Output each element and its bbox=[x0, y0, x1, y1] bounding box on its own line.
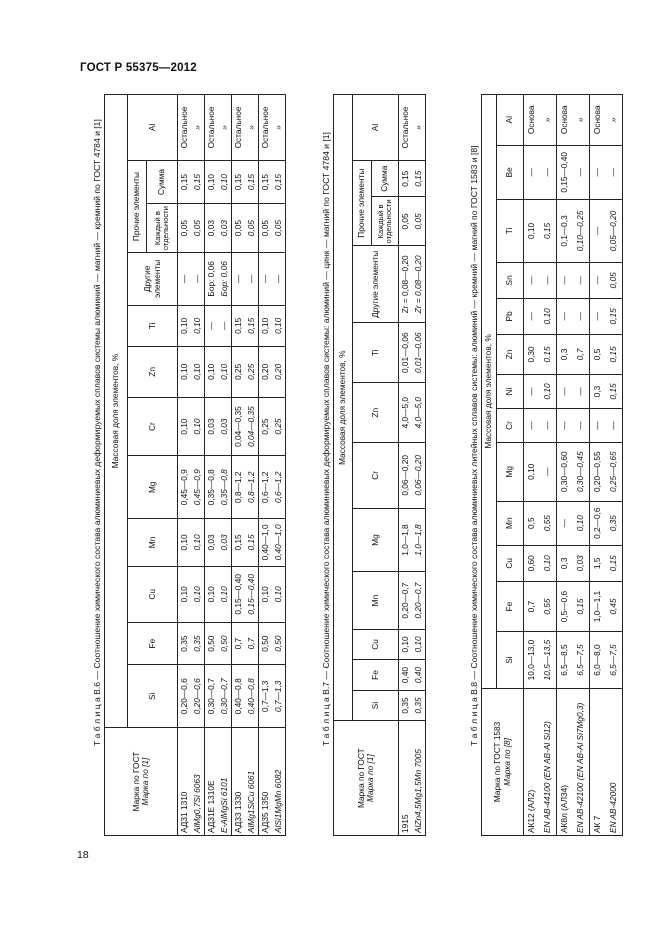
table-cell: 0,15 bbox=[232, 519, 246, 567]
table-cell: 0,50 bbox=[272, 622, 286, 665]
table-cell: 0,10 bbox=[191, 566, 205, 622]
table-cell: 0,10 bbox=[272, 566, 286, 622]
table-cell: 0,10 bbox=[178, 305, 192, 346]
table-cell: 0,03 bbox=[205, 397, 219, 456]
table-cell: 0,15—0,40 bbox=[232, 566, 246, 622]
table-cell: 0,1—0,3 bbox=[557, 200, 574, 263]
table-cell: — bbox=[259, 253, 273, 306]
table-cell: 4,0—5,0 bbox=[399, 383, 413, 443]
table-cell: 0,40—1,0 bbox=[259, 519, 273, 567]
table-cell: — bbox=[205, 305, 219, 346]
table-cell: 6,5—8,5 bbox=[557, 632, 574, 689]
table-cell: 0,30—0,45 bbox=[573, 442, 590, 501]
table-row-secondary bbox=[245, 95, 259, 836]
table-cell: 0,10 bbox=[399, 629, 413, 660]
table-b6-block bbox=[104, 94, 286, 836]
table-cell: 0,40—1,0 bbox=[272, 519, 286, 567]
table-cell: » bbox=[245, 95, 259, 161]
table-cell: 0,2—0,6 bbox=[590, 501, 607, 545]
table-cell: 0,10 bbox=[573, 501, 590, 545]
table-cell: 0,15 bbox=[232, 160, 246, 203]
table-cell: 1,0—1,8 bbox=[412, 508, 426, 572]
mark-gost-cell: АД33 1330 bbox=[232, 728, 246, 836]
table-cell: 0,05 bbox=[259, 204, 273, 253]
t8-h-pb: Pb bbox=[497, 298, 524, 334]
table-cell: 0,10 bbox=[191, 397, 205, 456]
t6-h-other: Другие элементы bbox=[128, 253, 178, 306]
table-b8-caption: Т а б л и ц а В.8 — Соотношение химического состава алюминиевых литейных сплавов системы: алюминий — кремний — магний по ГОСТ 1583 и [8] bbox=[469, 145, 479, 746]
table-cell: 0,04—0,35 bbox=[245, 397, 259, 456]
table-cell: 0,10 bbox=[524, 200, 541, 263]
table-cell: Остальное bbox=[178, 95, 192, 161]
table-cell: Основа bbox=[557, 95, 574, 146]
t8-mark-header bbox=[482, 688, 524, 835]
table-cell: 0,40 bbox=[399, 660, 413, 691]
table-cell: 0,8—1,2 bbox=[245, 456, 259, 519]
t6-mark2-label: Марка по [1] bbox=[140, 757, 150, 806]
table-cell: — bbox=[573, 298, 590, 334]
table-cell: 0,15—0,40 bbox=[245, 566, 259, 622]
table-cell: — bbox=[590, 298, 607, 334]
table-b8 bbox=[481, 94, 623, 836]
t6-h-mn: Mn bbox=[128, 519, 178, 567]
table-row bbox=[205, 95, 219, 836]
table-cell: 0,20 bbox=[259, 346, 273, 397]
table-cell: 0,55 bbox=[540, 581, 557, 631]
table-cell: — bbox=[573, 262, 590, 298]
table-cell: 0,10 bbox=[178, 566, 192, 622]
mark-gost-cell: АД35 1350 bbox=[259, 728, 273, 836]
table-cell: 0,40—0,8 bbox=[245, 665, 259, 728]
table-cell: Остальное bbox=[205, 95, 219, 161]
table-cell: Остальное bbox=[399, 95, 413, 161]
table-cell: 0,25 bbox=[272, 397, 286, 456]
table-cell: 0,06—0,20 bbox=[412, 443, 426, 509]
table-cell: 0,10 bbox=[540, 298, 557, 334]
table-cell: 0,7 bbox=[573, 334, 590, 374]
table-cell: 0,20 bbox=[272, 346, 286, 397]
t8-mass-header: Массовая доля элементов, % bbox=[482, 95, 497, 689]
table-cell: — bbox=[557, 375, 574, 409]
table-cell: 0,01—0,06 bbox=[412, 323, 426, 383]
table-cell: 0,35 bbox=[178, 622, 192, 665]
table-cell: 0,10 bbox=[205, 346, 219, 397]
table-cell: 0,10 bbox=[191, 519, 205, 567]
table-cell: 0,45 bbox=[606, 581, 623, 631]
t7-h-cu: Cu bbox=[353, 629, 399, 660]
table-cell: 0,06—0,20 bbox=[399, 443, 413, 509]
t8-h-mg: Mg bbox=[497, 442, 524, 501]
table-cell: 0,5—0,6 bbox=[557, 581, 574, 631]
t6-mass-header: Массовая доля элементов, % bbox=[105, 95, 128, 728]
t7-h-sum: Сумма bbox=[372, 161, 399, 197]
table-cell: 0,40 bbox=[412, 660, 426, 691]
table-cell: Zr = 0,08—0,20 bbox=[399, 246, 413, 323]
table-row bbox=[557, 95, 574, 836]
page-number: 18 bbox=[77, 849, 89, 861]
table-cell: 0,20—0,7 bbox=[412, 572, 426, 629]
table-cell: — bbox=[590, 262, 607, 298]
table-cell: — bbox=[178, 253, 192, 306]
table-row bbox=[590, 95, 607, 836]
table-cell: — bbox=[218, 305, 232, 346]
table-cell: — bbox=[232, 253, 246, 306]
table-row-secondary bbox=[191, 95, 205, 836]
table-cell: 6,5—7,5 bbox=[606, 632, 623, 689]
t7-h-other: Другие элементы bbox=[353, 246, 399, 323]
table-cell: 0,6—1,2 bbox=[272, 456, 286, 519]
table-cell: 0,15—0,40 bbox=[557, 145, 574, 200]
table-cell: 0,03 bbox=[205, 204, 219, 253]
table-cell: 0,10 bbox=[540, 545, 557, 581]
table-cell: 0,05 bbox=[232, 204, 246, 253]
t6-h-ti: Ti bbox=[128, 305, 178, 346]
table-cell: 1,0—1,8 bbox=[399, 508, 413, 572]
table-cell: — bbox=[573, 375, 590, 409]
table-cell: » bbox=[191, 95, 205, 161]
table-cell: 4,0—5,0 bbox=[412, 383, 426, 443]
table-cell: 0,15 bbox=[540, 334, 557, 374]
t6-h-mg: Mg bbox=[128, 456, 178, 519]
table-cell: 0,15 bbox=[191, 160, 205, 203]
table-cell: 0,04—0,35 bbox=[232, 397, 246, 456]
mark-en-cell: AlMg0,7Si 6063 bbox=[191, 728, 205, 836]
t7-h-al: Al bbox=[353, 95, 399, 161]
table-cell: 0,15 bbox=[412, 161, 426, 197]
t8-h-sn: Sn bbox=[497, 262, 524, 298]
table-cell: 0,50 bbox=[259, 622, 273, 665]
table-cell: 0,25 bbox=[245, 346, 259, 397]
mark-gost-cell: АК 7 bbox=[590, 688, 607, 835]
table-cell: 0,10 bbox=[178, 397, 192, 456]
table-cell: — bbox=[573, 145, 590, 200]
table-cell: — bbox=[524, 298, 541, 334]
table-cell: — bbox=[540, 262, 557, 298]
table-b7 bbox=[333, 94, 426, 836]
table-cell: 10,5—13,5 bbox=[540, 632, 557, 689]
table-cell: 0,7 bbox=[245, 622, 259, 665]
table-cell: 0,30—0,7 bbox=[205, 665, 219, 728]
table-cell: — bbox=[524, 408, 541, 442]
table-cell: 0,10 bbox=[259, 566, 273, 622]
table-b7-caption: Т а б л и ц а В.7 — Соотношение химического состава алюминиевых деформируемых сплавов системы: алюминий — цинк — магний по ГОСТ 4784 и [1] bbox=[321, 132, 331, 746]
table-cell: 0,7 bbox=[524, 581, 541, 631]
table-cell: 0,55 bbox=[540, 501, 557, 545]
table-cell: 0,15 bbox=[606, 545, 623, 581]
table-cell: 0,15 bbox=[606, 334, 623, 374]
t7-h-cr: Cr bbox=[353, 443, 399, 509]
table-cell: 0,7—1,3 bbox=[272, 665, 286, 728]
t7-h-each: Каждый в отдельности bbox=[372, 197, 399, 246]
table-cell: 0,03 bbox=[218, 519, 232, 567]
table-cell: 0,15 bbox=[259, 160, 273, 203]
table-cell: 0,01—0,06 bbox=[399, 323, 413, 383]
table-b7-block bbox=[333, 94, 426, 836]
table-cell: 0,15 bbox=[606, 375, 623, 409]
table-cell: 0,35 bbox=[191, 622, 205, 665]
table-cell: 0,10 bbox=[524, 442, 541, 501]
table-cell: 6,0—8,0 bbox=[590, 632, 607, 689]
table-cell: 0,20—0,6 bbox=[191, 665, 205, 728]
table-cell: 0,15 bbox=[272, 160, 286, 203]
mark-gost-cell: АК12 (АЛ2) bbox=[524, 688, 541, 835]
t8-h-mn: Mn bbox=[497, 501, 524, 545]
table-cell: Бор: 0,06 bbox=[218, 253, 232, 306]
table-cell: 0,10 bbox=[540, 375, 557, 409]
table-b6 bbox=[104, 94, 286, 836]
table-cell: » bbox=[412, 95, 426, 161]
table-cell: 0,05 bbox=[191, 204, 205, 253]
t8-h-si: Si bbox=[497, 632, 524, 689]
mark-en-cell: EN AB-42000 bbox=[606, 688, 623, 835]
t8-h-cu: Cu bbox=[497, 545, 524, 581]
table-row-secondary bbox=[272, 95, 286, 836]
table-b8-block bbox=[481, 94, 623, 836]
t8-h-zn: Zn bbox=[497, 334, 524, 374]
table-cell: — bbox=[557, 408, 574, 442]
table-cell: — bbox=[557, 501, 574, 545]
t8-h-ti: Ti bbox=[497, 200, 524, 263]
table-cell: Основа bbox=[524, 95, 541, 146]
t8-mark1-label: Марка по ГОСТ 1583 bbox=[492, 721, 503, 803]
table-cell: 0,3 bbox=[590, 375, 607, 409]
table-cell: 10,0—13,0 bbox=[524, 632, 541, 689]
mark-en-cell: EN AB-44100 (EN AB-Al Si12) bbox=[540, 688, 557, 835]
table-cell: 0,10 bbox=[178, 519, 192, 567]
table-cell: 0,20—0,7 bbox=[399, 572, 413, 629]
table-cell: — bbox=[524, 375, 541, 409]
table-cell: — bbox=[540, 442, 557, 501]
table-cell: 0,10 bbox=[218, 346, 232, 397]
t6-h-si: Si bbox=[128, 665, 178, 728]
mark-en-cell: EN AB-42100 (EN AB-Al Si7Mg0,3) bbox=[573, 688, 590, 835]
table-row-secondary bbox=[218, 95, 232, 836]
table-cell: 1,5 bbox=[590, 545, 607, 581]
page-header: ГОСТ Р 55375—2012 bbox=[80, 62, 197, 74]
table-cell: 0,05 bbox=[272, 204, 286, 253]
table-cell: 0,15 bbox=[245, 305, 259, 346]
t7-h-mn: Mn bbox=[353, 572, 399, 629]
table-cell: Zr = 0,08—0,20 bbox=[412, 246, 426, 323]
table-cell: Основа bbox=[590, 95, 607, 146]
mark-gost-cell: 1915 bbox=[399, 721, 413, 836]
table-cell: 0,50 bbox=[205, 622, 219, 665]
table-cell: 0,50 bbox=[218, 622, 232, 665]
table-cell: 1,0—1,1 bbox=[590, 581, 607, 631]
table-cell: 0,03 bbox=[218, 397, 232, 456]
table-cell: 0,45—0,9 bbox=[191, 456, 205, 519]
table-cell: 0,20—0,55 bbox=[590, 442, 607, 501]
table-cell: 0,35 bbox=[412, 690, 426, 721]
t7-mass-header: Массовая доля элементов, % bbox=[334, 95, 353, 721]
table-cell: — bbox=[573, 408, 590, 442]
table-cell: 0,60 bbox=[524, 545, 541, 581]
table-cell: 0,10—0,25 bbox=[573, 200, 590, 263]
table-cell: 0,35 bbox=[606, 501, 623, 545]
t8-h-be: Be bbox=[497, 145, 524, 200]
t7-h-zn: Zn bbox=[353, 383, 399, 443]
t6-h-fe: Fe bbox=[128, 622, 178, 665]
mark-en-cell: AlMg1SiCu 6061 bbox=[245, 728, 259, 836]
table-cell: » bbox=[606, 95, 623, 146]
table-cell: Бор: 0,06 bbox=[205, 253, 219, 306]
table-cell: 0,05 bbox=[245, 204, 259, 253]
table-cell: 0,30—0,7 bbox=[218, 665, 232, 728]
table-cell: 0,10 bbox=[205, 160, 219, 203]
table-cell: 0,3 bbox=[557, 545, 574, 581]
t6-h-sum: Сумма bbox=[147, 160, 178, 203]
table-cell: 0,3 bbox=[557, 334, 574, 374]
table-row-secondary bbox=[606, 95, 623, 836]
table-cell: — bbox=[540, 145, 557, 200]
table-cell: 0,15 bbox=[606, 298, 623, 334]
mark-gost-cell: АД31 1310 bbox=[178, 728, 192, 836]
t7-mark-header bbox=[334, 721, 399, 836]
table-cell: — bbox=[524, 145, 541, 200]
t6-h-other-group: Прочие элементы bbox=[128, 160, 147, 252]
table-cell: 0,05 bbox=[606, 262, 623, 298]
table-row-secondary bbox=[573, 95, 590, 836]
table-cell: 0,5 bbox=[524, 501, 541, 545]
table-row bbox=[399, 95, 413, 836]
t6-h-cr: Cr bbox=[128, 397, 178, 456]
t6-h-zn: Zn bbox=[128, 346, 178, 397]
table-cell: 0,10 bbox=[205, 566, 219, 622]
t6-h-cu: Cu bbox=[128, 566, 178, 622]
table-row bbox=[259, 95, 273, 836]
table-cell: 0,10 bbox=[218, 566, 232, 622]
table-cell: 0,15 bbox=[540, 200, 557, 263]
table-cell: — bbox=[524, 262, 541, 298]
table-cell: — bbox=[590, 200, 607, 263]
mark-gost-cell: АК8л (АЛ34) bbox=[557, 688, 574, 835]
table-cell: 0,05—0,20 bbox=[606, 200, 623, 263]
t7-h-ti: Ti bbox=[353, 323, 399, 383]
table-row-secondary bbox=[412, 95, 426, 836]
table-cell: 0,10 bbox=[412, 629, 426, 660]
t7-mark1-label: Марка по ГОСТ bbox=[355, 748, 366, 808]
t8-h-fe: Fe bbox=[497, 581, 524, 631]
t6-h-al: Al bbox=[128, 95, 178, 161]
table-row bbox=[178, 95, 192, 836]
table-cell: — bbox=[191, 253, 205, 306]
table-cell: 0,25 bbox=[232, 346, 246, 397]
table-cell: 0,10 bbox=[218, 160, 232, 203]
table-cell: » bbox=[573, 95, 590, 146]
table-cell: 0,10 bbox=[191, 305, 205, 346]
t7-h-si: Si bbox=[353, 690, 399, 721]
t7-h-fe: Fe bbox=[353, 660, 399, 691]
table-cell: 0,15 bbox=[232, 305, 246, 346]
mark-gost-cell: АД31Е 1310Е bbox=[205, 728, 219, 836]
t8-mark2-label: Марка по [8] bbox=[501, 738, 512, 786]
table-cell: 0,30 bbox=[524, 334, 541, 374]
t6-h-each: Каждый в отдельности bbox=[147, 204, 178, 253]
table-cell: 0,03 bbox=[205, 519, 219, 567]
table-cell: 0,35 bbox=[399, 690, 413, 721]
table-cell: 0,25—0,65 bbox=[606, 442, 623, 501]
table-cell: 0,15 bbox=[399, 161, 413, 197]
table-cell: 0,7—1,3 bbox=[259, 665, 273, 728]
t6-mark-header bbox=[105, 728, 178, 836]
table-cell: 0,05 bbox=[412, 197, 426, 246]
table-cell: 0,40—0,8 bbox=[232, 665, 246, 728]
table-cell: — bbox=[540, 408, 557, 442]
table-cell: 0,10 bbox=[259, 305, 273, 346]
table-cell: 0,6—1,2 bbox=[259, 456, 273, 519]
table-cell: — bbox=[272, 253, 286, 306]
table-cell: » bbox=[540, 95, 557, 146]
table-cell: 0,05 bbox=[399, 197, 413, 246]
table-cell: 0,03 bbox=[573, 545, 590, 581]
table-cell: Остальное bbox=[232, 95, 246, 161]
table-cell: — bbox=[557, 298, 574, 334]
table-cell: — bbox=[557, 262, 574, 298]
table-cell: 0,10 bbox=[191, 346, 205, 397]
table-cell: 0,20—0,6 bbox=[178, 665, 192, 728]
table-row bbox=[232, 95, 246, 836]
table-b6-caption: Т а б л и ц а В.6 — Соотношение химического состава алюминиевых деформируемых сплавов системы алюминий — магний — кремний по ГОСТ 4784 и [1] bbox=[92, 119, 102, 746]
table-cell: 0,7 bbox=[232, 622, 246, 665]
t8-h-cr: Cr bbox=[497, 408, 524, 442]
table-cell: 0,35—0,8 bbox=[205, 456, 219, 519]
table-cell: » bbox=[218, 95, 232, 161]
table-cell: 0,15 bbox=[245, 160, 259, 203]
table-cell: — bbox=[590, 408, 607, 442]
table-cell: — bbox=[245, 253, 259, 306]
t8-h-al: Al bbox=[497, 95, 524, 146]
t7-mark2-label: Марка по [1] bbox=[365, 754, 375, 803]
t7-h-mg: Mg bbox=[353, 508, 399, 572]
table-cell: 0,35—0,8 bbox=[218, 456, 232, 519]
t7-h-other-group: Прочие элементы bbox=[353, 161, 372, 246]
table-cell: 0,5 bbox=[590, 334, 607, 374]
table-cell: Остальное bbox=[259, 95, 273, 161]
table-cell: 0,15 bbox=[178, 160, 192, 203]
table-cell: 0,15 bbox=[573, 581, 590, 631]
table-row bbox=[524, 95, 541, 836]
table-cell: » bbox=[272, 95, 286, 161]
table-cell: — bbox=[606, 408, 623, 442]
mark-en-cell: AlSi1MgMn 6082 bbox=[272, 728, 286, 836]
mark-en-cell: E-AlMgSi 6101 bbox=[218, 728, 232, 836]
table-cell: 0,10 bbox=[178, 346, 192, 397]
table-cell: 0,25 bbox=[259, 397, 273, 456]
table-cell: 0,10 bbox=[272, 305, 286, 346]
table-row-secondary bbox=[540, 95, 557, 836]
table-cell: 0,30—0,60 bbox=[557, 442, 574, 501]
table-cell: 0,45—0,9 bbox=[178, 456, 192, 519]
t8-h-ni: Ni bbox=[497, 375, 524, 409]
table-cell: 0,03 bbox=[218, 204, 232, 253]
table-cell: 0,15 bbox=[245, 519, 259, 567]
table-cell: 0,8—1,2 bbox=[232, 456, 246, 519]
table-cell: — bbox=[590, 145, 607, 200]
t6-mark1-label: Марка по ГОСТ bbox=[130, 751, 141, 812]
table-cell: 0,05 bbox=[178, 204, 192, 253]
table-cell: 6,5—7,5 bbox=[573, 632, 590, 689]
table-cell: — bbox=[606, 145, 623, 200]
mark-en-cell: AlZn4,5Mg1,5Mn 7005 bbox=[412, 721, 426, 836]
